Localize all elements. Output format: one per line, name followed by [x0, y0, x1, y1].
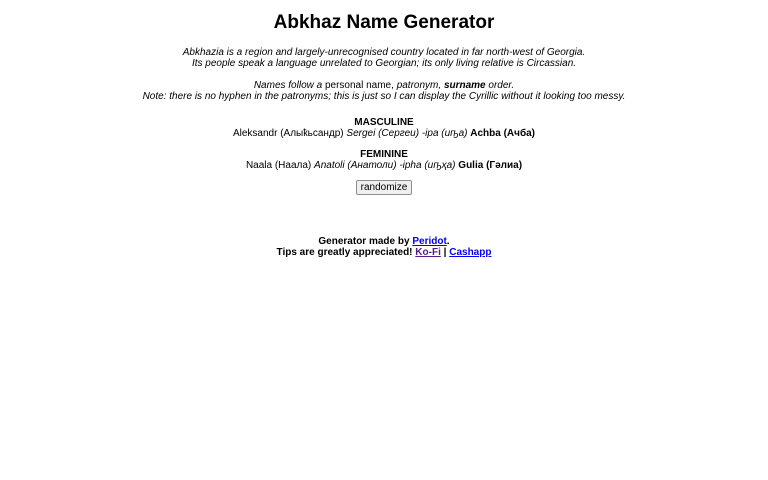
made-by-text: Generator made by [318, 236, 410, 247]
order-prefix: Names follow a [253, 80, 323, 91]
period: . [446, 236, 450, 247]
tips-line [0, 247, 768, 258]
author-link[interactable]: Peridot [412, 236, 447, 247]
cashapp-link[interactable]: Cashapp [449, 247, 492, 258]
masculine-section [0, 117, 768, 139]
tips-text: Tips are greatly appreciated! [276, 247, 413, 258]
order-note: Note: there is no hyphen in the patronyms; this is just so I can display the Cyrillic without it looking too messy. [142, 91, 626, 102]
feminine-name [0, 160, 768, 171]
kofi-link[interactable]: Ko-Fi [415, 247, 441, 258]
link-separator: | [443, 247, 447, 258]
feminine-personal-name: Naala (Наала) [245, 160, 312, 171]
order-patronym: patronym, [396, 80, 442, 91]
masculine-personal-name: Aleksandr (Алыҟьсандр) [232, 128, 344, 139]
feminine-surname: Gulia (Гәлиа) [458, 160, 523, 171]
button-wrapper [0, 180, 768, 195]
masculine-patronym: Sergei (Сергеи) -ipa (иҧа) [346, 128, 468, 139]
masculine-surname: Achba (Ачба) [470, 128, 536, 139]
intro-line-2: Its people speak a language unrelated to Georgian; its only living relative is Circassian. [191, 58, 577, 69]
intro-text [0, 47, 768, 69]
feminine-section [0, 149, 768, 171]
credit-line [0, 236, 768, 247]
order-personal: personal name, [324, 80, 394, 91]
masculine-name [0, 128, 768, 139]
name-order-info [0, 80, 768, 102]
order-surname: surname [443, 80, 486, 91]
intro-line-1: Abkhazia is a region and largely-unrecognised country located in far north-west of Georgia. [182, 47, 586, 58]
page-title: Abkhaz Name Generator [273, 12, 495, 33]
randomize-button[interactable]: randomize [356, 180, 413, 195]
masculine-heading: MASCULINE [354, 117, 414, 128]
order-suffix: order. [488, 80, 515, 91]
feminine-patronym: Anatoli (Анатоли) -ipha (иҧҳа) [314, 160, 456, 171]
order-line [0, 80, 768, 91]
feminine-heading: FEMININE [360, 149, 408, 160]
footer [0, 236, 768, 258]
